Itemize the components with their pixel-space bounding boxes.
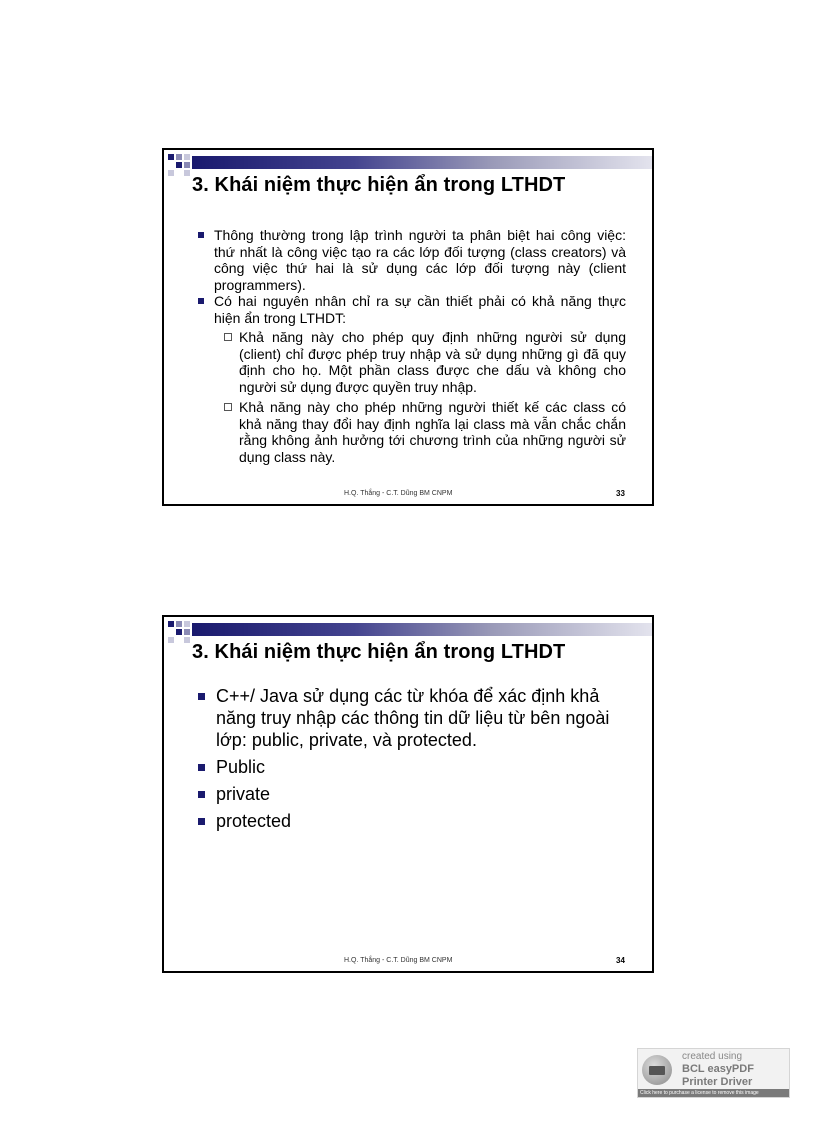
slide-title: 3. Khái niệm thực hiện ẩn trong LTHDT: [192, 641, 566, 663]
sub-list-item: Khả năng này cho phép quy định những người sử dụng (client) chỉ được phép truy nhập và sử dụng những gì đã quy định cho họ. Một phần class được che dấu và không cho người sử dụng được quyền truy nhập.: [224, 329, 626, 395]
slide-33: [162, 148, 654, 506]
sub-bullet-list: [214, 329, 626, 465]
watermark-line-3: Printer Driver: [682, 1076, 753, 1088]
hollow-square-bullet-icon: [224, 333, 232, 341]
page-number: 33: [616, 489, 625, 498]
list-item: C++/ Java sử dụng các từ khóa để xác định khả năng truy nhập các thông tin dữ liệu từ bên ngoài lớp: public, private, và protected.: [196, 685, 636, 751]
list-item: Thông thường trong lập trình người ta phân biệt hai công việc: thứ nhất là công việc tạo ra các lớp đối tượng (class creators) và công việc thứ hai là sử dụng các lớp đối tượng này (client programmers).: [196, 227, 626, 293]
sub-list-item: Khả năng này cho phép những người thiết kế các class có khả năng thay đổi hay định nghĩa lại class mà vẫn chắc chắn rằng không ảnh hưởng tới chương trình của những người sử dụng class này.: [224, 399, 626, 465]
slide-title: 3. Khái niệm thực hiện ẩn trong LTHDT: [192, 174, 566, 196]
printer-icon: [642, 1055, 672, 1085]
hollow-square-bullet-icon: [224, 403, 232, 411]
slide-34: [162, 615, 654, 973]
watermark-line-1: created using: [682, 1051, 743, 1062]
square-bullet-icon: [198, 791, 205, 798]
slide-footer: H.Q. Thắng - C.T. Dũng BM CNPM: [344, 490, 453, 497]
list-item: Public: [196, 756, 636, 778]
bullet-list: [196, 227, 626, 469]
list-item: Có hai nguyên nhân chỉ ra sự cần thiết phải có khả năng thực hiện ẩn trong LTHDT: Khả năng này cho phép quy định những người sử dụng (client) chỉ được phép truy nhập và sử dụng những gì đã quy định cho họ. Một phần class được che dấu và không cho người sử dụng được quyền truy nhập. Khả năng này cho phép những người thiết kế các class có khả năng thay đổi hay định nghĩa lại class mà vẫn chắc chắn rằng không ảnh hưởng tới chương trình của những người sử dụng class này.: [196, 293, 626, 465]
square-bullet-icon: [198, 764, 205, 771]
list-item: protected: [196, 810, 636, 832]
square-bullet-icon: [198, 298, 204, 304]
square-bullet-icon: [198, 818, 205, 825]
watermark-purchase-link[interactable]: Click here to purchase a license to remove this image: [638, 1089, 789, 1097]
easypdf-watermark[interactable]: [637, 1048, 790, 1098]
list-item: private: [196, 783, 636, 805]
page-number: 34: [616, 956, 625, 965]
square-bullet-icon: [198, 693, 205, 700]
title-bar: [192, 156, 654, 169]
bullet-list: [196, 685, 636, 837]
square-bullet-icon: [198, 232, 204, 238]
watermark-line-2: BCL easyPDF: [682, 1063, 754, 1075]
slide-footer: H.Q. Thắng - C.T. Dũng BM CNPM: [344, 957, 453, 964]
title-bar: [192, 623, 654, 636]
